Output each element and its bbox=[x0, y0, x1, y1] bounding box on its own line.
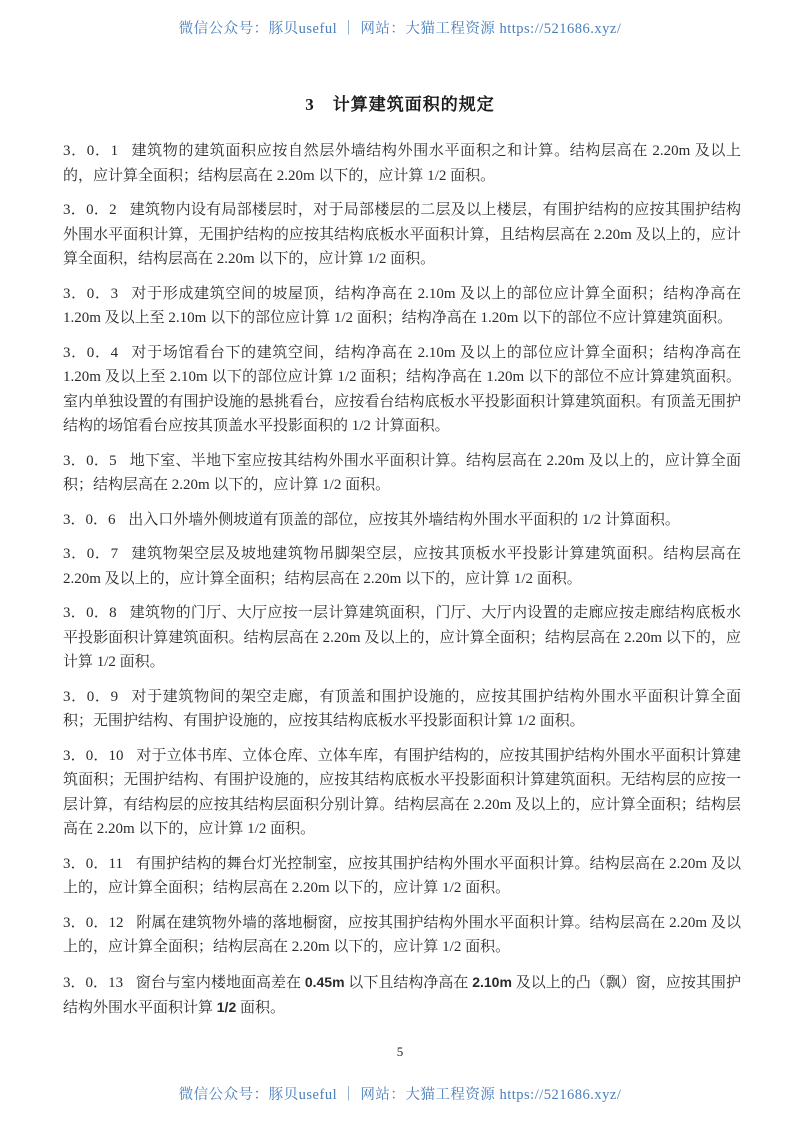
section-paragraph-3-0-5 bbox=[63, 449, 741, 498]
section-paragraph-3-0-9 bbox=[63, 685, 741, 734]
section-number: 3．0．8 bbox=[63, 605, 117, 621]
section-paragraph-3-0-6 bbox=[63, 508, 741, 533]
section-paragraph-3-0-8 bbox=[63, 601, 741, 675]
website-link[interactable]: https://521686.xyz/ bbox=[499, 21, 622, 37]
section-text: 出入口外墙外侧坡道有顶盖的部位，应按其外墙结构外围水平面积的 1/2 计算面积。 bbox=[128, 511, 680, 528]
section-text: 地下室、半地下室应按其结构外围水平面积计算。结构层高在 2.20m 及以上的，应计算全面积；结构层高在 2.20m 以下的，应计算 1/2 面积。 bbox=[63, 452, 741, 493]
section-text: 有围护结构的舞台灯光控制室，应按其围护结构外围水平面积计算。结构层高在 2.20m 及以上的，应计算全面积；结构层高在 2.20m 以下的，应计算 1/2 面积。 bbox=[63, 855, 741, 896]
section-paragraph-3-0-13 bbox=[63, 970, 741, 1021]
page-number: 5 bbox=[396, 1044, 404, 1059]
section-number: 3．0．1 bbox=[63, 143, 119, 159]
header-text: 微信公众号：豚贝useful ｜ 网站：大猫工程资源 bbox=[178, 21, 496, 37]
page-title: 3 计算建筑面积的规定 bbox=[305, 95, 495, 114]
section-text: 窗台与室内楼地面高差在 0.45m 以下且结构净高在 2.10m 及以上的凸（飘）窗，应按其围护结构外围水平面积计算 1/2 面积。 bbox=[63, 973, 741, 1016]
section-paragraph-3-0-10 bbox=[63, 744, 741, 842]
section-number: 3．0．2 bbox=[63, 202, 117, 218]
section-number: 3．0．6 bbox=[63, 511, 116, 528]
section-number: 3．0．5 bbox=[63, 452, 117, 469]
section-paragraph-3-0-7 bbox=[63, 542, 741, 591]
section-paragraph-3-0-1 bbox=[63, 139, 741, 188]
section-paragraph-3-0-11 bbox=[63, 852, 741, 901]
section-number: 3．0．13 bbox=[63, 974, 124, 991]
section-text: 对于建筑物间的架空走廊，有顶盖和围护设施的，应按其围护结构外围水平面积计算全面积；无围护结构、有围护设施的，应按其结构底板水平投影面积计算 1/2 面积。 bbox=[63, 688, 741, 729]
footer-text: 微信公众号：豚贝useful ｜ 网站：大猫工程资源 bbox=[178, 1087, 496, 1103]
section-text: 建筑物的建筑面积应按自然层外墙结构外围水平面积之和计算。结构层高在 2.20m 及以上的，应计算全面积；结构层高在 2.20m 以下的，应计算 1/2 面积。 bbox=[63, 143, 741, 184]
document-body bbox=[63, 139, 741, 1031]
section-number: 3．0．12 bbox=[63, 914, 124, 931]
section-text: 建筑物的门厅、大厅应按一层计算建筑面积，门厅、大厅内设置的走廊应按走廊结构底板水平投影面积计算建筑面积。结构层高在 2.20m 及以上的，应计算全面积；结构层高在 2.20m 以下的，应计算 1/2 面积。 bbox=[63, 605, 741, 670]
section-paragraph-3-0-12 bbox=[63, 911, 741, 960]
page-footer bbox=[0, 1083, 800, 1104]
section-text: 附属在建筑物外墙的落地橱窗，应按其围护结构外围水平面积计算。结构层高在 2.20m 及以上的，应计算全面积；结构层高在 2.20m 以下的，应计算 1/2 面积。 bbox=[63, 914, 741, 955]
section-text: 建筑物内设有局部楼层时，对于局部楼层的二层及以上楼层，有围护结构的应按其围护结构外围水平面积计算，无围护结构的应按其结构底板水平面积计算，且结构层高在 2.20m 及以上的，应计算全面积，结构层高在 2.20m 以下的，应计算 1/2 面积。 bbox=[63, 202, 741, 267]
section-number: 3．0．7 bbox=[63, 546, 119, 562]
section-paragraph-3-0-3 bbox=[63, 282, 741, 331]
section-number: 3．0．4 bbox=[63, 344, 119, 361]
section-text: 对于场馆看台下的建筑空间，结构净高在 2.10m 及以上的部位应计算全面积；结构净高在 1.20m 及以上至 2.10m 以下的部位应计算 1/2 面积；结构净高在 1.20m 以下的部位不应计算建筑面积。室内单独设置的有围护设施的悬挑看台，应按看台结构底板水平投影面积计算建筑面积。有顶盖无围护结构的场馆看台应按其顶盖水平投影面积的 1/2 计算面积。 bbox=[63, 344, 741, 434]
section-number: 3．0．3 bbox=[63, 285, 119, 302]
section-text: 对于立体书库、立体仓库、立体车库，有围护结构的，应按其围护结构外围水平面积计算建筑面积；无围护结构、有围护设施的，应按其结构底板水平投影面积计算建筑面积。无结构层的应按一层计算，有结构层的应按其结构层面积分别计算。结构层高在 2.20m 及以上的，应计算全面积；结构层高在 2.20m 以下的，应计算 1/2 面积。 bbox=[63, 747, 741, 837]
section-number: 3．0．11 bbox=[63, 855, 123, 872]
website-link-footer[interactable]: https://521686.xyz/ bbox=[499, 1087, 622, 1103]
section-number: 3．0．9 bbox=[63, 688, 119, 705]
page-header bbox=[0, 17, 800, 38]
section-number: 3．0．10 bbox=[63, 747, 124, 764]
section-paragraph-3-0-2 bbox=[63, 198, 741, 272]
section-text: 对于形成建筑空间的坡屋顶，结构净高在 2.10m 及以上的部位应计算全面积；结构净高在 1.20m 及以上至 2.10m 以下的部位应计算 1/2 面积；结构净高在 1.20m 以下的部位不应计算建筑面积。 bbox=[63, 285, 741, 326]
section-paragraph-3-0-4 bbox=[63, 341, 741, 439]
section-text: 建筑物架空层及坡地建筑物吊脚架空层，应按其顶板水平投影计算建筑面积。结构层高在 2.20m 及以上的，应计算全面积；结构层高在 2.20m 以下的，应计算 1/2 面积。 bbox=[63, 546, 741, 587]
